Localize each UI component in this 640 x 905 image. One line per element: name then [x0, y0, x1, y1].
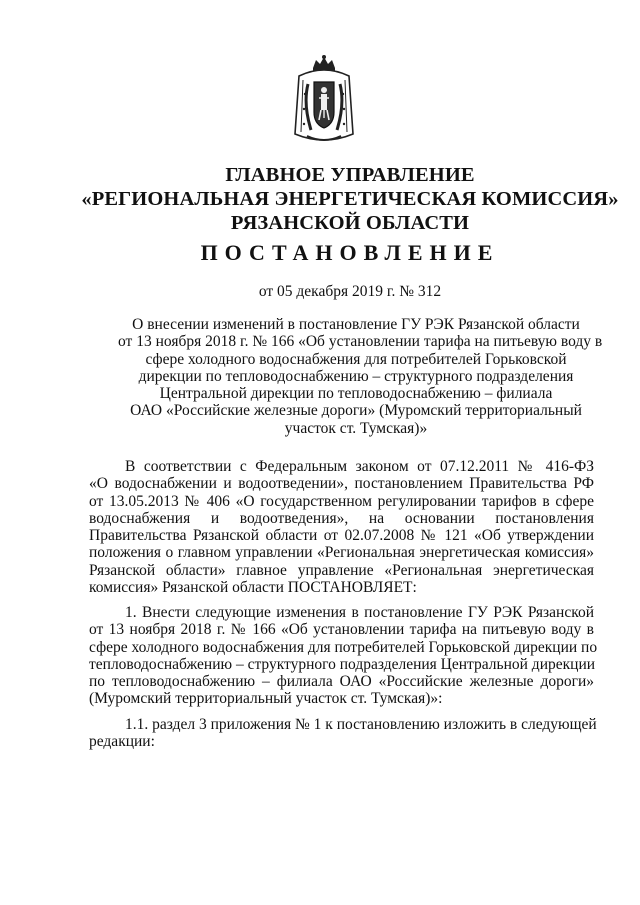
paragraph-line: редакции: [89, 733, 155, 751]
paragraph-line: тепловодоснабжению – структурного подразделения Центральной дирекции [89, 655, 596, 673]
subject-line: участок ст. Тумская)» [284, 419, 428, 437]
paragraph-line: Рязанской области» главное управление «Региональная энергетическая [89, 561, 594, 579]
document-date-number: от 05 декабря 2019 г. № 312 [258, 283, 442, 300]
document-subject [118, 316, 603, 437]
paragraph-line: (Муромский территориальный участок ст. Тумская)»: [89, 690, 443, 708]
clause-1-paragraph [89, 604, 598, 708]
paragraph-line: Правительства Рязанской области от 02.07.2008 № 121 «Об утверждении [89, 527, 594, 545]
subject-line: ОАО «Российские железные дороги» (Муромский территориальный [130, 402, 582, 420]
paragraph-line: водоснабжения и водоотведения», на основании постановления [89, 509, 594, 527]
paragraph-line: положения о главном управлении «Региональная энергетическая комиссия» [89, 544, 594, 562]
paragraph-line: В соответствии с Федеральным законом от 07.12.2011 № 416-ФЗ [125, 458, 594, 475]
organization-name-line-1: ГЛАВНОЕ УПРАВЛЕНИЕ [225, 164, 475, 186]
paragraph-line: 1. Внести следующие изменения в постановление ГУ РЭК Рязанской [125, 604, 594, 621]
paragraph-line: сфере холодного водоснабжения для потребителей Горьковской дирекции по [89, 638, 598, 656]
paragraph-line: «О водоснабжении и водоотведении», постановлением Правительства РФ [89, 475, 594, 493]
paragraph-line: от 13.05.2013 № 406 «О государственном регулировании тарифов в сфере [89, 492, 594, 510]
clause-1-1-paragraph [89, 716, 597, 751]
subject-line: дирекции по тепловодоснабжению – структурного подразделения [138, 367, 574, 385]
subject-line: О внесении изменений в постановление ГУ РЭК Рязанской области [132, 316, 580, 333]
document-type-title: ПОСТАНОВЛЕНИЕ [200, 240, 500, 265]
paragraph-line: от 13 ноября 2018 г. № 166 «Об установлении тарифа на питьевую воду в [89, 621, 594, 639]
subject-line: сфере холодного водоснабжения для потребителей Горьковской [145, 350, 567, 368]
preamble-paragraph [89, 458, 594, 596]
organization-name-line-2: «РЕГИОНАЛЬНАЯ ЭНЕРГЕТИЧЕСКАЯ КОМИССИЯ» [81, 188, 619, 210]
organization-name-line-3: РЯЗАНСКОЙ ОБЛАСТИ [230, 212, 470, 234]
subject-line: Центральной дирекции по тепловодоснабжению – филиала [159, 385, 553, 403]
paragraph-line: комиссия» Рязанской области ПОСТАНОВЛЯЕТ: [89, 579, 417, 597]
paragraph-line: 1.1. раздел 3 приложения № 1 к постановлению изложить в следующей [125, 716, 597, 733]
subject-line: от 13 ноября 2018 г. № 166 «Об установлении тарифа на питьевую воду в [118, 333, 603, 351]
ryazan-coat-of-arms-icon [289, 54, 359, 148]
paragraph-line: по тепловодоснабжению – филиала ОАО «Российские железные дороги» [89, 673, 594, 691]
